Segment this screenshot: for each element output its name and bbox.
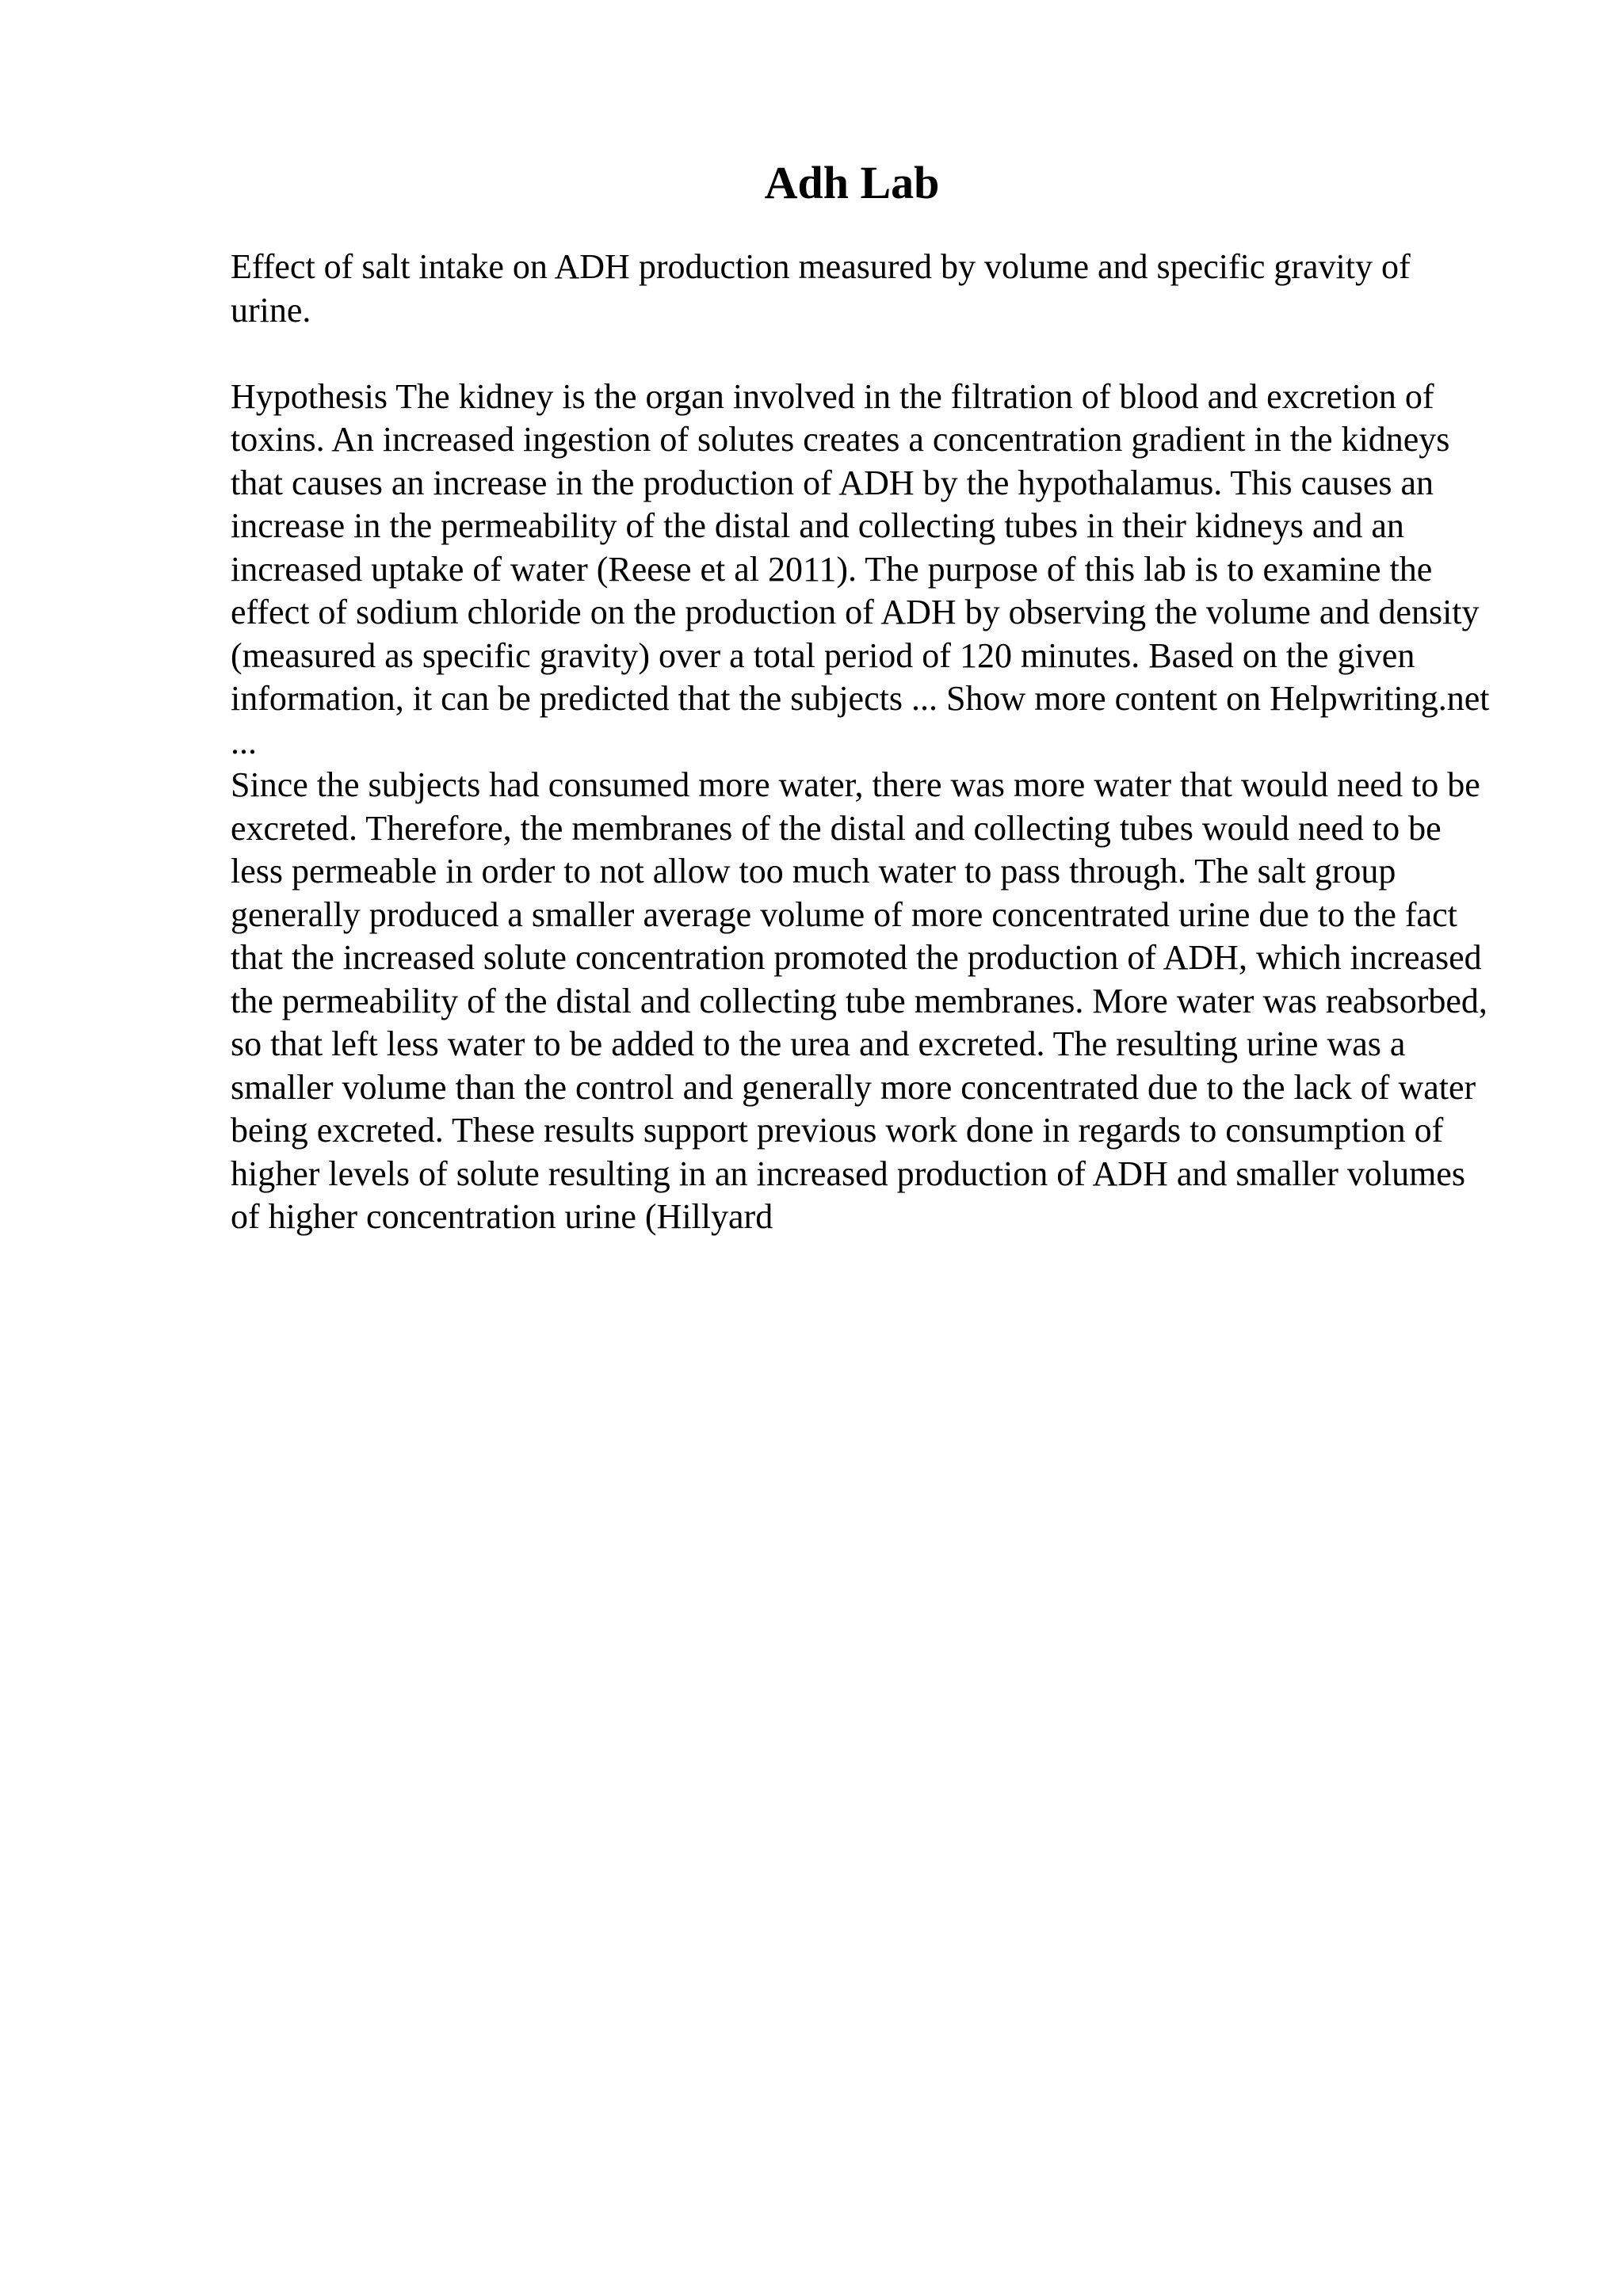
document-subtitle: Effect of salt intake on ADH production measured by volume and specific gravity of urine. (231, 247, 1411, 330)
paragraph-discussion: Since the subjects had consumed more water, there was more water that would need to be excreted. Therefore, the membranes of the distal and collecting tubes would need to be less permeable in order to not allow too much water to pass through. The salt group generally produced a smaller average volume of more concentrated urine due to the fact that the increased solute concentration promoted the production of ADH, which increased the permeability of the distal and collecting tube membranes. More water was reabsorbed, so that left less water to be added to the urea and excreted. The resulting urine was a smaller volume than the control and generally more concentrated due to the lack of water being excreted. These results support previous work done in regards to consumption of higher levels of solute resulting in an increased production of ADH and smaller volumes of higher concentration urine (Hillyard (231, 765, 1487, 1236)
paragraph-hypothesis: Hypothesis The kidney is the organ involved in the filtration of blood and excretion of toxins. An increased ingestion of solutes creates a concentration gradient in the kidneys that causes an increase in the production of ADH by the hypothalamus. This causes an increase in the permeability of the distal and collecting tubes in their kidneys and an increased uptake of water (Reese et al 2011). The purpose of this lab is to examine the effect of sodium chloride on the production of ADH by observing the volume and density (measured as specific gravity) over a total period of 120 minutes. Based on the given information, it can be predicted that the subjects ... Show more content on Helpwriting.net ... (231, 376, 1490, 761)
document-body (231, 246, 1491, 1239)
document-title: Adh Lab (764, 157, 940, 208)
